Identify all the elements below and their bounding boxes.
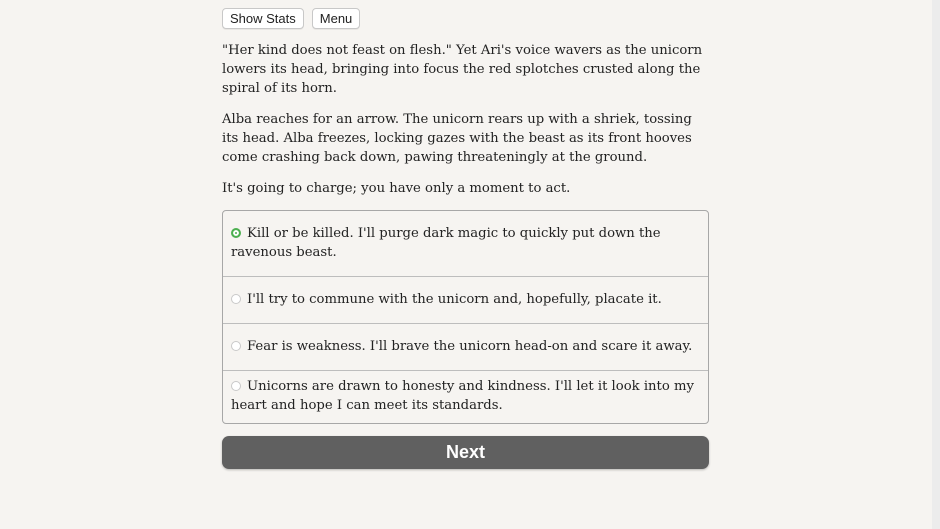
show-stats-button[interactable]: Show Stats — [222, 8, 304, 29]
story-paragraph: It's going to charge; you have only a moment to act. — [222, 181, 571, 196]
choice-option-4[interactable] — [223, 370, 708, 423]
radio-selected-icon[interactable] — [231, 228, 241, 238]
menu-button[interactable]: Menu — [312, 8, 361, 29]
story-paragraph: "Her kind does not feast on flesh." Yet Ari's voice wavers as the unicorn lowers its head, bringing into focus the red splotches crusted along the spiral of its horn. — [222, 43, 703, 96]
choice-label: Unicorns are drawn to honesty and kindness. I'll let it look into my heart and hope I can meet its standards. — [231, 379, 694, 413]
choice-label: Fear is weakness. I'll brave the unicorn head-on and scare it away. — [247, 339, 693, 354]
story-paragraph: Alba reaches for an arrow. The unicorn rears up with a shriek, tossing its head. Alba freezes, locking gazes with the beast as its front hooves come crashing back down, pawing threateningly at the ground. — [222, 112, 692, 165]
choice-label: Kill or be killed. I'll purge dark magic to quickly put down the ravenous beast. — [231, 226, 661, 260]
game-container — [222, 8, 709, 469]
choice-option-2[interactable] — [223, 276, 708, 323]
choice-label: I'll try to commune with the unicorn and, hopefully, placate it. — [247, 292, 662, 307]
next-button[interactable]: Next — [222, 436, 709, 469]
radio-icon[interactable] — [231, 341, 241, 351]
scrollbar[interactable] — [932, 0, 940, 529]
choice-option-1[interactable] — [223, 211, 708, 276]
radio-icon[interactable] — [231, 294, 241, 304]
top-bar — [222, 8, 709, 29]
choice-list — [222, 210, 709, 424]
story-text — [222, 41, 709, 198]
radio-icon[interactable] — [231, 381, 241, 391]
choice-option-3[interactable] — [223, 323, 708, 370]
